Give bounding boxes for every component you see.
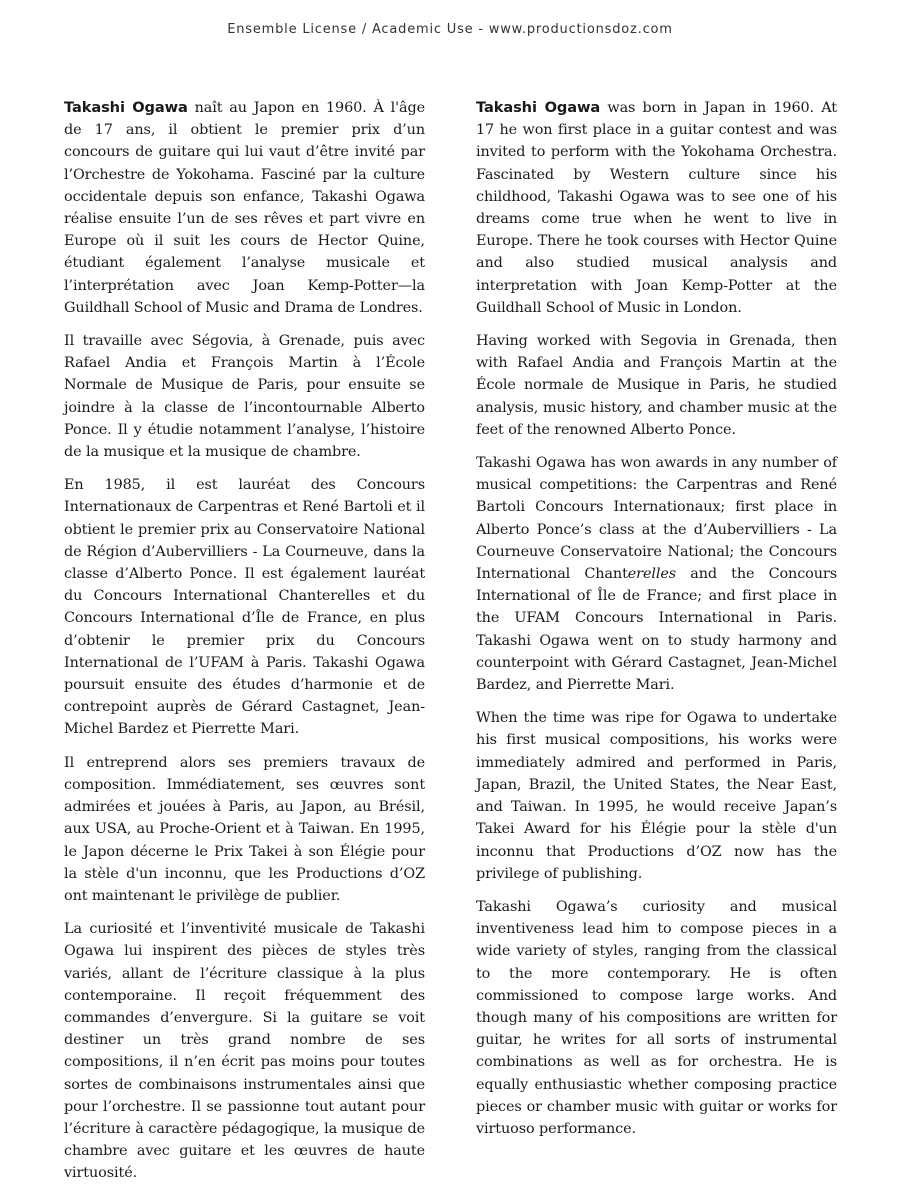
fr-paragraph-1: Takashi Ogawa naît au Japon en 1960. À l'âge de 17 ans, il obtient le premier prix d’un concours de guitare qui lui vaut d’être invité par l’Orchestre de Yokohama. Fasciné par la culture occidentale depuis son enfance, Takashi Ogawa réalise ensuite l’un de ses rêves et part vivre en Europe où il suit les cours de Hector Quine, étudiant également l’analyse musicale et l’interprétation avec Joan Kemp-Potter—la Guildhall School of Music and Drama de Londres. (64, 99, 425, 316)
en-paragraph-2: Having worked with Segovia in Grenada, then with Rafael Andia and François Martin at the École normale de Musique in Paris, he studied analysis, music history, and chamber music at the feet of the renowned Alberto Ponce. (476, 333, 837, 438)
french-biography-column (64, 97, 425, 1196)
en-paragraph-5: Takashi Ogawa’s curiosity and musical inventiveness lead him to compose pieces in a wide variety of styles, ranging from the classical to the more contemporary. He is often commissioned to compose large works. And though many of his compositions are written for guitar, he writes for all sorts of instrumental combinations as well as for orchestra. He is equally enthusiastic whether composing practice pieces or chamber music with guitar or works for virtuoso performance. (476, 898, 837, 1137)
en-paragraph-1: Takashi Ogawa was born in Japan in 1960. At 17 he won first place in a guitar contest and was invited to perform with the Yokohama Orchestra. Fascinated by Western culture since his childhood, Takashi Ogawa was to see one of his dreams come true when he went to live in Europe. There he took courses with Hector Quine and also studied musical analysis and interpretation with Joan Kemp-Potter at the Guildhall School of Music in London. (476, 99, 837, 316)
fr-paragraph-4: Il entreprend alors ses premiers travaux de composition. Immédiatement, ses œuvres sont admirées et jouées à Paris, au Japon, au Brésil, aux USA, au Proche-Orient et à Taiwan. En 1995, le Japon décerne le Prix Takei à son Élégie pour la stèle d'un inconnu, que les Productions d’OZ ont maintenant le privilège de publier. (64, 754, 425, 904)
fr-work-title: Élégie pour la stèle d'un inconnu (64, 843, 425, 882)
fr-composer-name: Takashi Ogawa (64, 99, 188, 116)
en-work-title: Élégie pour la stèle d'un inconnu (476, 821, 837, 860)
fr-paragraph-2: Il travaille avec Ségovia, à Grenade, puis avec Rafael Andia et François Martin à l’École Normale de Musique de Paris, pour ensuite se joindre à la classe de l’incontournable Alberto Ponce. Il y étudie notamment l’analyse, l’histoire de la musique et la musique de chambre. (64, 333, 425, 461)
page-header: Ensemble License / Academic Use - www.productionsdoz.com (227, 22, 673, 37)
fr-paragraph-5: La curiosité et l’inventivité musicale de Takashi Ogawa lui inspirent des pièces de styles très variés, allant de l’écriture classique à la plus contemporaine. Il reçoit fréquemment des commandes d’envergure. Si la guitare se voit destiner un très grand nombre de ses compositions, il n’en écrit pas moins pour toutes sortes de combinaisons instrumentales ainsi que pour l’orchestre. Il se passionne tout autant pour l’écriture à caractère pédagogique, la musique de chambre avec guitare et les œuvres de haute virtuosité. (64, 921, 425, 1182)
fr-paragraph-3: En 1985, il est lauréat des Concours Internationaux de Carpentras et René Bartoli et il obtient le premier prix au Conservatoire National de Région d’Aubervilliers - La Courneuve, dans la classe d’Alberto Ponce. Il est également lauréat du Concours International Chanterelles et du Concours International d’Île de France, en plus d’obtenir le premier prix du Concours International de l’UFAM à Paris. Takashi Ogawa poursuit ensuite des études d’harmonie et de contrepoint auprès de Gérard Castagnet, Jean-Michel Bardez et Pierrette Mari. (64, 477, 425, 738)
en-paragraph-4: When the time was ripe for Ogawa to undertake his first musical compositions, his works were immediately admired and performed in Paris, Japan, Brazil, the United States, the Near East, and Taiwan. In 1995, he would receive Japan’s Takei Award for his Élégie pour la stèle d'un inconnu that Productions d’OZ now has the privilege of publishing. (476, 710, 837, 882)
english-biography-column (476, 97, 837, 1151)
en-paragraph-3: Takashi Ogawa has won awards in any number of musical competitions: the Carpentras and René Bartoli Concours Internationaux; first place in Alberto Ponce’s class at the d’Aubervilliers - La Courneuve Conservatoire National; the Concours International Chanterelles and the Concours International of Île de France; and first place in the UFAM Concours International in Paris. Takashi Ogawa went on to study harmony and counterpoint with Gérard Castagnet, Jean-Michel Bardez, and Pierrette Mari. (476, 455, 837, 694)
en-composer-name: Takashi Ogawa (476, 99, 601, 116)
